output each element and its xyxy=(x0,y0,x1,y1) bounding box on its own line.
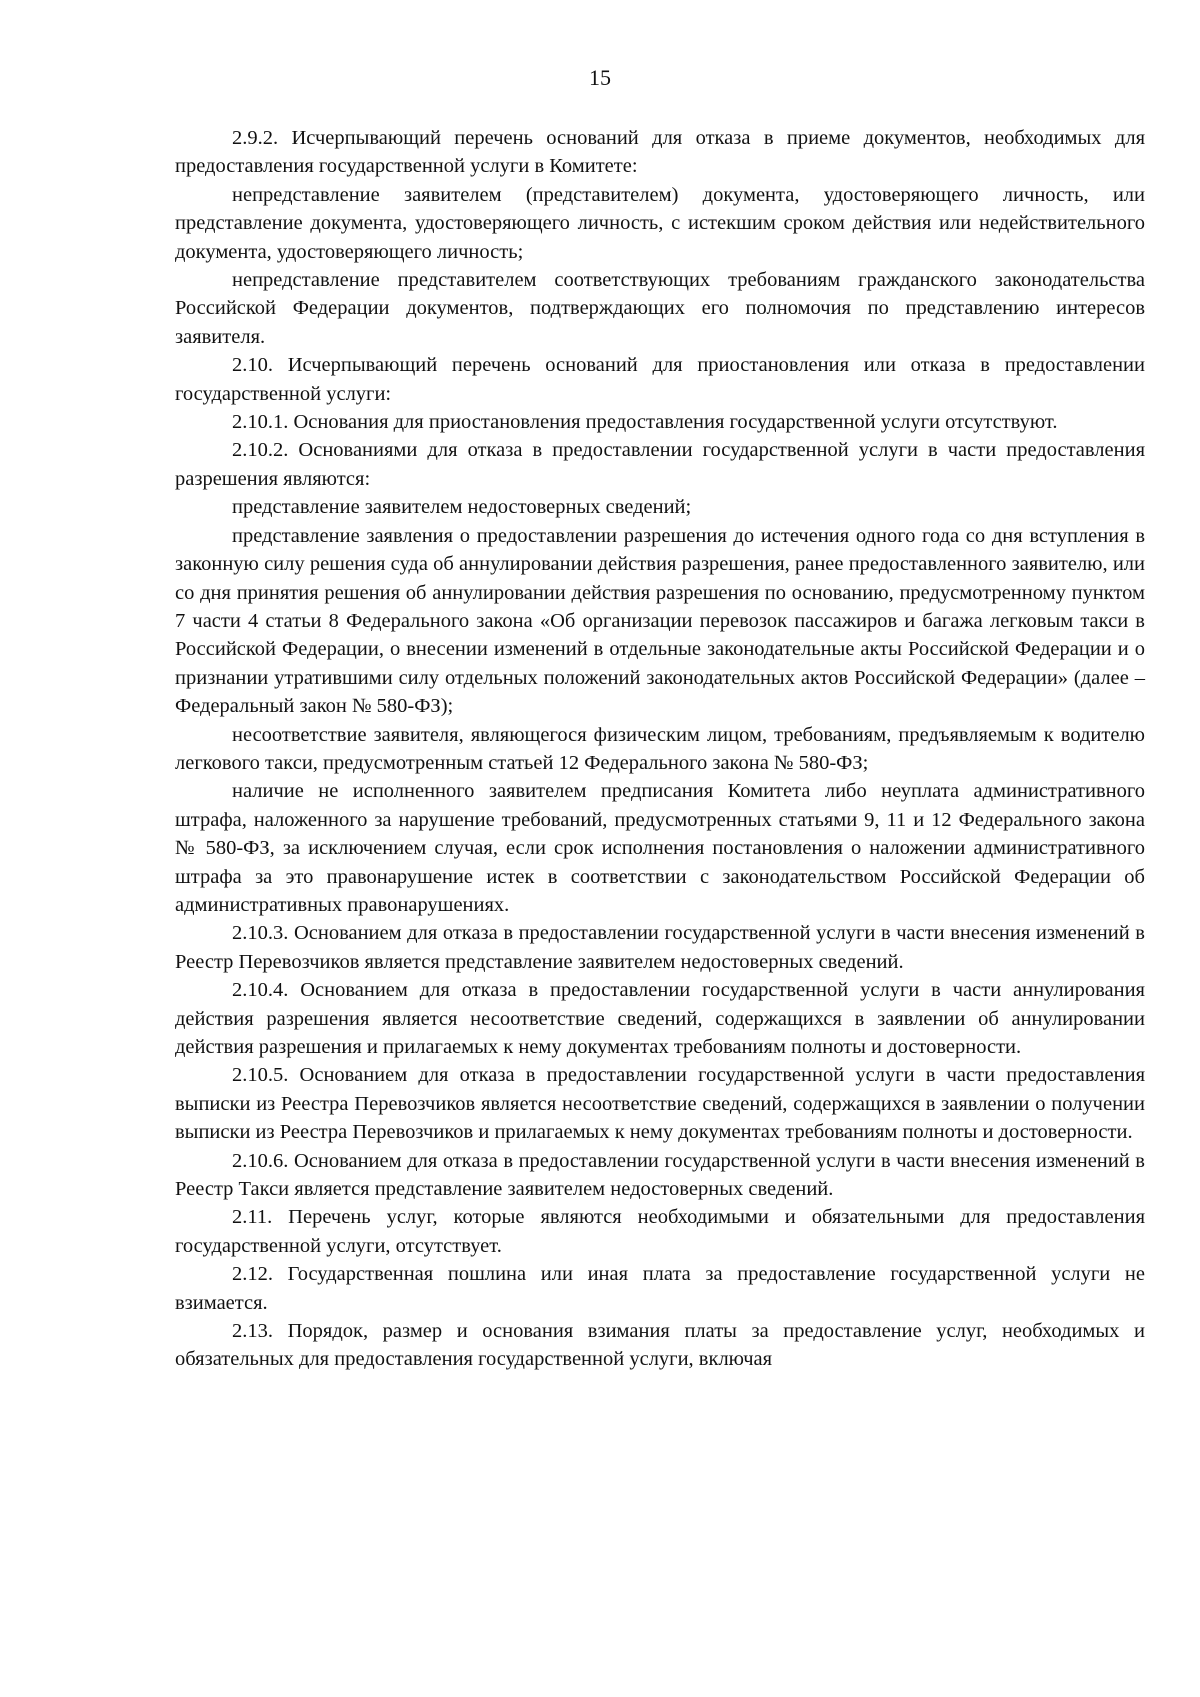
document-body xyxy=(175,124,1145,1374)
paragraph-2-10-6: 2.10.6. Основанием для отказа в предоставлении государственной услуги в части внесения изменений в Реестр Такси является представление заявителем недостоверных сведений. xyxy=(175,1149,1145,1201)
paragraph-2-10-5: 2.10.5. Основанием для отказа в предоставлении государственной услуги в части предоставления выписки из Реестра Перевозчиков является несоответствие сведений, содержащихся в заявлении о получении выписки из Реестра Перевозчиков и прилагаемых к нему документах требованиям полноты и достоверности. xyxy=(175,1064,1145,1144)
paragraph-2-11: 2.11. Перечень услуг, которые являются необходимыми и обязательными для предоставления государственной услуги, отсутствует. xyxy=(175,1206,1145,1257)
list-item-no-representative-documents: непредставление представителем соответствующих требованиям гражданского законодательства Российской Федерации документов, подтверждающих его полномочия по представлению интересов заявителя. xyxy=(175,269,1145,348)
paragraph-2-12: 2.12. Государственная пошлина или иная плата за предоставление государственной услуги не взимается. xyxy=(175,1263,1145,1314)
list-item-false-information: представление заявителем недостоверных сведений; xyxy=(232,496,692,519)
page-number: 15 xyxy=(589,65,611,90)
paragraph-2-10-3: 2.10.3. Основанием для отказа в предоставлении государственной услуги в части внесения изменений в Реестр Перевозчиков является представление заявителем недостоверных сведений. xyxy=(175,922,1145,973)
list-item-application-before-year: представление заявления о предоставлении разрешения до истечения одного года со дня вступления в законную силу решения суда об аннулировании действия разрешения, ранее предоставленного заявителю, или со дня принятия решения об аннулировании действия разрешения по основанию, предусмотренному пунктом 7 части 4 статьи 8 Федерального закона «Об организации перевозок пассажиров и багажа легковым такси в Российской Федерации, о внесении изменений в отдельные законодательные акты Российской Федерации и о признании утратившими силу отдельных положений законодательных актов Российской Федерации» (далее – Федеральный закон № 580-ФЗ); xyxy=(175,524,1145,718)
paragraph-2-10-2: 2.10.2. Основаниями для отказа в предоставлении государственной услуги в части предоставления разрешения являются: xyxy=(175,439,1145,490)
list-item-driver-requirements: несоответствие заявителя, являющегося физическим лицом, требованиям, предъявляемым к водителю легкового такси, предусмотренным статьей 12 Федерального закона № 580-ФЗ; xyxy=(175,723,1145,774)
list-item-no-identity-document: непредставление заявителем (представителем) документа, удостоверяющего личность, или представление документа, удостоверяющего личность, с истекшим сроком действия или недействительного документа, удостоверяющего личность; xyxy=(175,183,1145,263)
list-item-unfulfilled-order: наличие не исполненного заявителем предписания Комитета либо неуплата административного штрафа, наложенного за нарушение требований, предусмотренных статьями 9, 11 и 12 Федерального закона № 580-ФЗ, за исключением случая, если срок исполнения постановления о наложении административного штрафа за это правонарушение истек в соответствии с законодательством Российской Федерации об административных правонарушениях. xyxy=(175,780,1145,916)
paragraph-2-10-1: 2.10.1. Основания для приостановления предоставления государственной услуги отсутствуют. xyxy=(232,411,1058,434)
paragraph-2-10-4: 2.10.4. Основанием для отказа в предоставлении государственной услуги в части аннулирования действия разрешения является несоответствие сведений, содержащихся в заявлении об аннулировании действия разрешения и прилагаемых к нему документах требованиям полноты и достоверности. xyxy=(175,979,1145,1058)
paragraph-2-9-2: 2.9.2. Исчерпывающий перечень оснований для отказа в приеме документов, необходимых для предоставления государственной услуги в Комитете: xyxy=(175,127,1145,178)
paragraph-2-13: 2.13. Порядок, размер и основания взимания платы за предоставление услуг, необходимых и обязательных для предоставления государственной услуги, включая xyxy=(175,1320,1145,1371)
paragraph-2-10: 2.10. Исчерпывающий перечень оснований для приостановления или отказа в предоставлении государственной услуги: xyxy=(175,354,1145,405)
